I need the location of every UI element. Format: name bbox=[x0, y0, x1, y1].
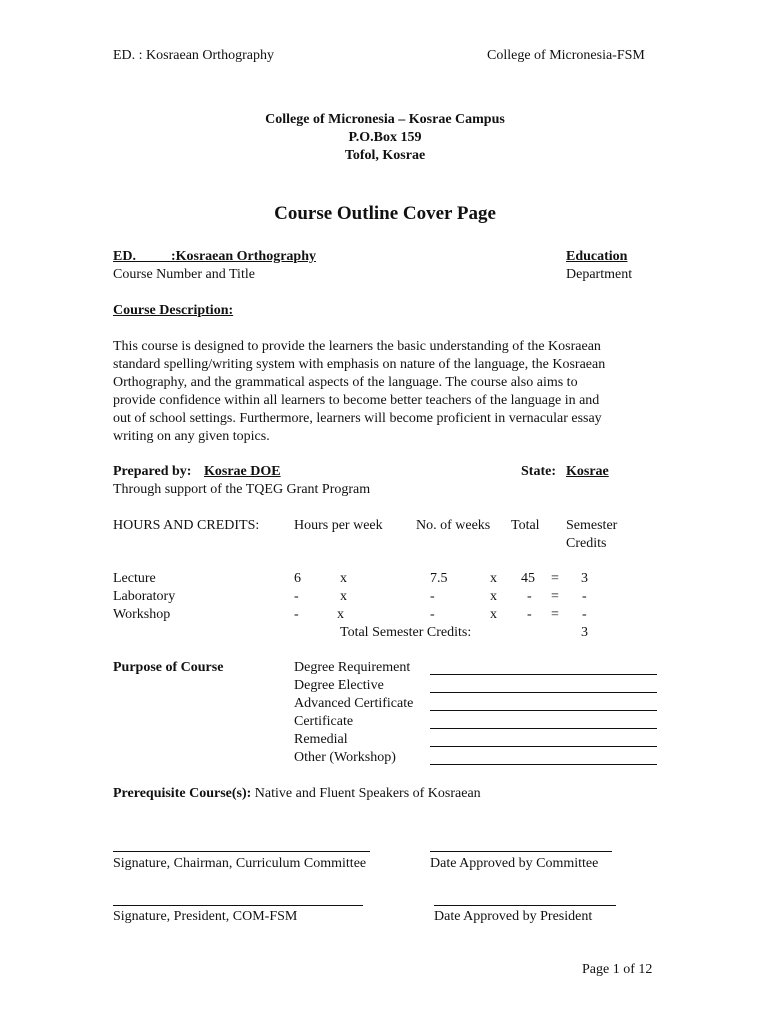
purpose-option: Degree Elective bbox=[294, 678, 384, 693]
department-caption: Department bbox=[566, 267, 633, 282]
purpose-option: Advanced Certificate bbox=[294, 696, 414, 711]
total-cell: - bbox=[527, 607, 532, 622]
equals-sign: = bbox=[551, 589, 559, 604]
semester-credits-header: Semester bbox=[566, 518, 618, 533]
equals-sign: = bbox=[551, 571, 559, 586]
multiply-sign: x bbox=[490, 571, 497, 586]
signature-line-date-president[interactable] bbox=[434, 905, 616, 906]
weeks-cell: - bbox=[430, 589, 435, 604]
purpose-option: Certificate bbox=[294, 714, 354, 729]
course-description-heading: Course Description: bbox=[113, 303, 234, 318]
equals-sign: = bbox=[551, 607, 559, 622]
signature-line-chairman[interactable] bbox=[113, 851, 370, 852]
purpose-blank-line[interactable] bbox=[430, 674, 657, 675]
description-line: standard spelling/writing system with emphasis on nature of the language, the Kosraean bbox=[113, 357, 606, 372]
state-label: State: bbox=[521, 464, 556, 479]
credits-cell: - bbox=[582, 607, 587, 622]
purpose-option: Degree Requirement bbox=[294, 660, 411, 675]
hours-cell: 6 bbox=[294, 571, 301, 586]
prerequisite-value: Native and Fluent Speakers of Kosraean bbox=[254, 786, 481, 801]
hours-row-label: Laboratory bbox=[113, 589, 176, 604]
purpose-blank-line[interactable] bbox=[430, 692, 657, 693]
description-line: provide confidence within all learners to become better teachers of the language in and bbox=[113, 393, 600, 408]
multiply-sign: x bbox=[490, 589, 497, 604]
hours-cell: - bbox=[294, 589, 299, 604]
credits-cell: 3 bbox=[581, 571, 588, 586]
weeks-header: No. of weeks bbox=[416, 518, 491, 533]
prepared-by-label: Prepared by: bbox=[113, 464, 192, 479]
purpose-blank-line[interactable] bbox=[430, 764, 657, 765]
address-line-1: College of Micronesia – Kosrae Campus bbox=[265, 112, 505, 127]
signature-president-caption: Signature, President, COM-FSM bbox=[113, 909, 298, 924]
total-cell: 45 bbox=[521, 571, 535, 586]
hours-heading: HOURS AND CREDITS: bbox=[113, 518, 260, 533]
total-cell: - bbox=[527, 589, 532, 604]
prepared-support: Through support of the TQEG Grant Program bbox=[113, 482, 371, 497]
credits-cell: - bbox=[582, 589, 587, 604]
department-value: Education bbox=[566, 249, 628, 264]
signature-line-date-committee[interactable] bbox=[430, 851, 612, 852]
multiply-sign: x bbox=[340, 589, 347, 604]
description-line: writing on any given topics. bbox=[113, 429, 270, 444]
multiply-sign: x bbox=[490, 607, 497, 622]
hours-row-label: Workshop bbox=[113, 607, 171, 622]
date-president-caption: Date Approved by President bbox=[434, 909, 593, 924]
prerequisite-label: Prerequisite Course(s): bbox=[113, 786, 252, 801]
weeks-cell: - bbox=[430, 607, 435, 622]
description-line: This course is designed to provide the learners the basic understanding of the Kosraean bbox=[113, 339, 601, 354]
description-line: out of school settings. Furthermore, learners will become proficient in vernacular essay bbox=[113, 411, 602, 426]
semester-credits-header: Credits bbox=[566, 536, 607, 551]
multiply-sign: x bbox=[337, 607, 344, 622]
address-line-3: Tofol, Kosrae bbox=[344, 148, 426, 163]
header-right: College of Micronesia-FSM bbox=[487, 48, 645, 63]
prerequisite bbox=[113, 785, 481, 803]
purpose-blank-line[interactable] bbox=[430, 728, 657, 729]
total-semester-credits-value: 3 bbox=[581, 625, 588, 640]
hours-per-week-header: Hours per week bbox=[294, 518, 383, 533]
signature-line-president[interactable] bbox=[113, 905, 363, 906]
hours-cell: - bbox=[294, 607, 299, 622]
description-line: Orthography, and the grammatical aspects of the language. The course also aims to bbox=[113, 375, 578, 390]
purpose-blank-line[interactable] bbox=[430, 746, 657, 747]
course-number-title: ED._____:Kosraean Orthography bbox=[113, 249, 316, 264]
hours-row-label: Lecture bbox=[113, 571, 156, 586]
page-title: Course Outline Cover Page bbox=[274, 203, 496, 224]
total-semester-credits-label: Total Semester Credits: bbox=[340, 625, 472, 640]
date-committee-caption: Date Approved by Committee bbox=[430, 856, 599, 871]
purpose-heading: Purpose of Course bbox=[113, 660, 224, 675]
multiply-sign: x bbox=[340, 571, 347, 586]
header-left: ED. : Kosraean Orthography bbox=[113, 48, 274, 63]
purpose-option: Other (Workshop) bbox=[294, 750, 396, 765]
page-number: Page 1 of 12 bbox=[582, 962, 653, 977]
address-line-2: P.O.Box 159 bbox=[348, 130, 422, 145]
signature-chairman-caption: Signature, Chairman, Curriculum Committee bbox=[113, 856, 367, 871]
purpose-option: Remedial bbox=[294, 732, 348, 747]
total-header: Total bbox=[511, 518, 540, 533]
course-number-title-caption: Course Number and Title bbox=[113, 267, 255, 282]
prepared-by-value: Kosrae DOE bbox=[204, 464, 281, 479]
state-value: Kosrae bbox=[566, 464, 609, 479]
weeks-cell: 7.5 bbox=[430, 571, 448, 586]
purpose-blank-line[interactable] bbox=[430, 710, 657, 711]
